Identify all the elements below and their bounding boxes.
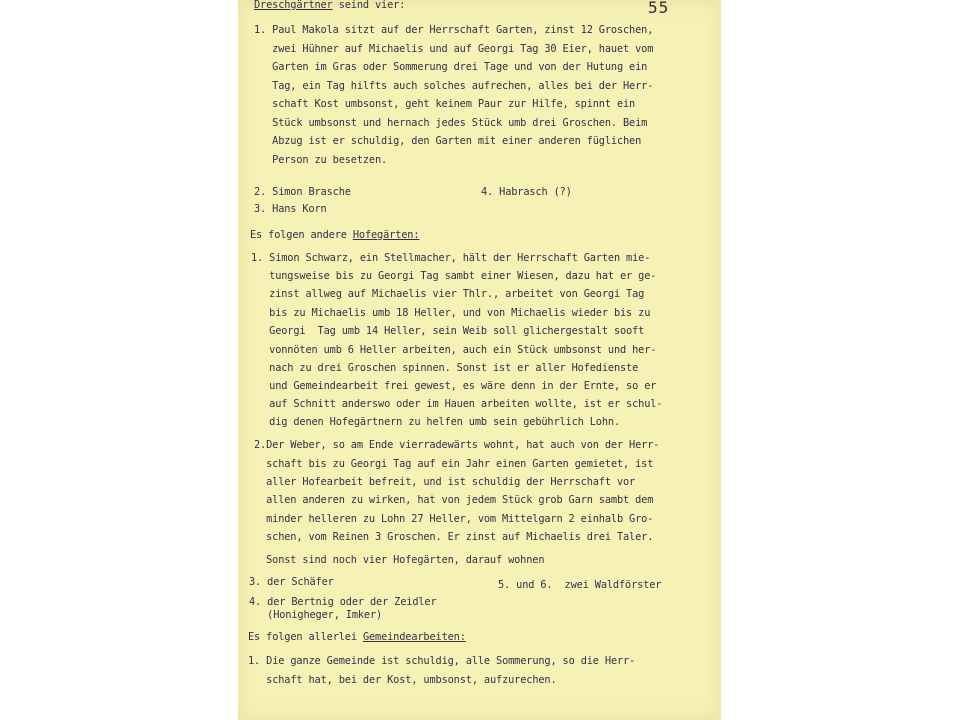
text-line: bis zu Michaelis umb 18 Heller, und von Michaelis wieder bis zu	[251, 307, 651, 319]
list-item-schaefer: 3. der Schäfer	[249, 576, 334, 588]
text-line: schaft bis zu Georgi Tag auf ein Jahr einen Garten gemietet, ist	[254, 458, 654, 470]
text-line: nach zu drei Groschen spinnen. Sonst ist er aller Hofedienste	[251, 362, 639, 374]
text-line: auf Schnitt anderswo oder im Hauen arbeiten wollte, ist er schul-	[251, 398, 663, 410]
section-heading-hofegaerten	[250, 226, 419, 244]
page-number: 55	[648, 0, 670, 17]
text-line: allen anderen zu wirken, hat von jedem Stück grob Garn sambt dem	[254, 494, 654, 506]
list-item-waldfoerster: 5. und 6. zwei Waldförster	[498, 579, 662, 591]
text-line: dig denen Hofegärtnern zu helfen umb sein gebührlich Lohn.	[251, 416, 621, 428]
text-line: zinst allweg auf Michaelis vier Thlr., arbeitet von Georgi Tag	[251, 288, 645, 300]
text-line: Abzug ist er schuldig, den Garten mit einer anderen füglichen	[254, 135, 642, 147]
text-line: schaft Kost umbsonst, geht keinem Paur zur Hilfe, spinnt ein	[254, 98, 636, 110]
text-line: 1. Paul Makola sitzt auf der Herrschaft Garten, zinst 12 Groschen,	[254, 24, 654, 36]
section-heading-gemeindearbeiten	[248, 628, 466, 646]
heading-gemeindearbeiten: Gemeindearbeiten:	[362, 631, 466, 643]
document-page	[238, 0, 721, 720]
text-line: 1. Simon Schwarz, ein Stellmacher, hält der Herrschaft Garten mie-	[251, 252, 651, 264]
text-line: tungsweise bis zu Georgi Tag sambt einer Wiesen, dazu hat er ge-	[251, 270, 657, 282]
text-line: 1. Die ganze Gemeinde ist schuldig, alle Sommerung, so die Herr-	[248, 655, 636, 667]
sonst-line: Sonst sind noch vier Hofegärten, darauf wohnen	[254, 554, 545, 566]
text-line: schaft hat, bei der Kost, umbsonst, aufzurechen.	[248, 674, 557, 686]
text-line: Tag, ein Tag hilfts auch solches aufrechen, alles bei der Herr-	[254, 79, 654, 92]
text-line: schen, vom Reinen 3 Groschen. Er zinst auf Michaelis drei Taler.	[254, 531, 654, 543]
text-line: Person zu besetzen.	[254, 153, 388, 166]
list-item-zeidler-note: (Honigheger, Imker)	[249, 609, 383, 621]
list-item-simon-brasche: 2. Simon Brasche	[254, 186, 351, 198]
heading-dreschgaertner-rest: seind vier:	[332, 0, 406, 11]
list-item-zeidler: 4. der Bertnig oder der Zeidler	[249, 596, 437, 608]
heading-hofegaerten: Hofegärten:	[352, 229, 420, 241]
heading-dreschgaertner: Dreschgärtner	[254, 0, 333, 11]
text-line: 2.Der Weber, so am Ende vierradewärts wohnt, hat auch von der Herr-	[254, 439, 660, 451]
text-line: Stück umbsonst und hernach jedes Stück umb drei Groschen. Beim	[254, 116, 648, 129]
section-prefix: Es folgen allerlei	[248, 631, 363, 643]
text-line: Georgi Tag umb 14 Heller, sein Weib soll glichergestalt sooft	[251, 325, 645, 337]
section-prefix: Es folgen andere	[250, 229, 353, 241]
list-item-hans-korn: 3. Hans Korn	[254, 203, 327, 215]
list-item-habrasch: 4. Habrasch (?)	[481, 186, 572, 198]
section-heading-dreschgaertner	[254, 0, 405, 14]
text-line: vonnöten umb 6 Heller arbeiten, auch ein Stück umbsonst und her-	[251, 344, 657, 356]
text-line: zwei Hühner auf Michaelis und auf Georgi Tag 30 Eier, hauet vom	[254, 42, 654, 55]
text-line: und Gemeindearbeit frei gewest, es wäre denn in der Ernte, so er	[251, 380, 657, 392]
text-line: Garten im Gras oder Sommerung drei Tage und von der Hutung ein	[254, 61, 648, 73]
text-line: aller Hofearbeit befreit, und ist schuldig der Herrschaft vor	[254, 476, 636, 488]
text-line: minder helleren zu Lohn 27 Heller, vom Mittelgarn 2 einhalb Gro-	[254, 513, 654, 525]
